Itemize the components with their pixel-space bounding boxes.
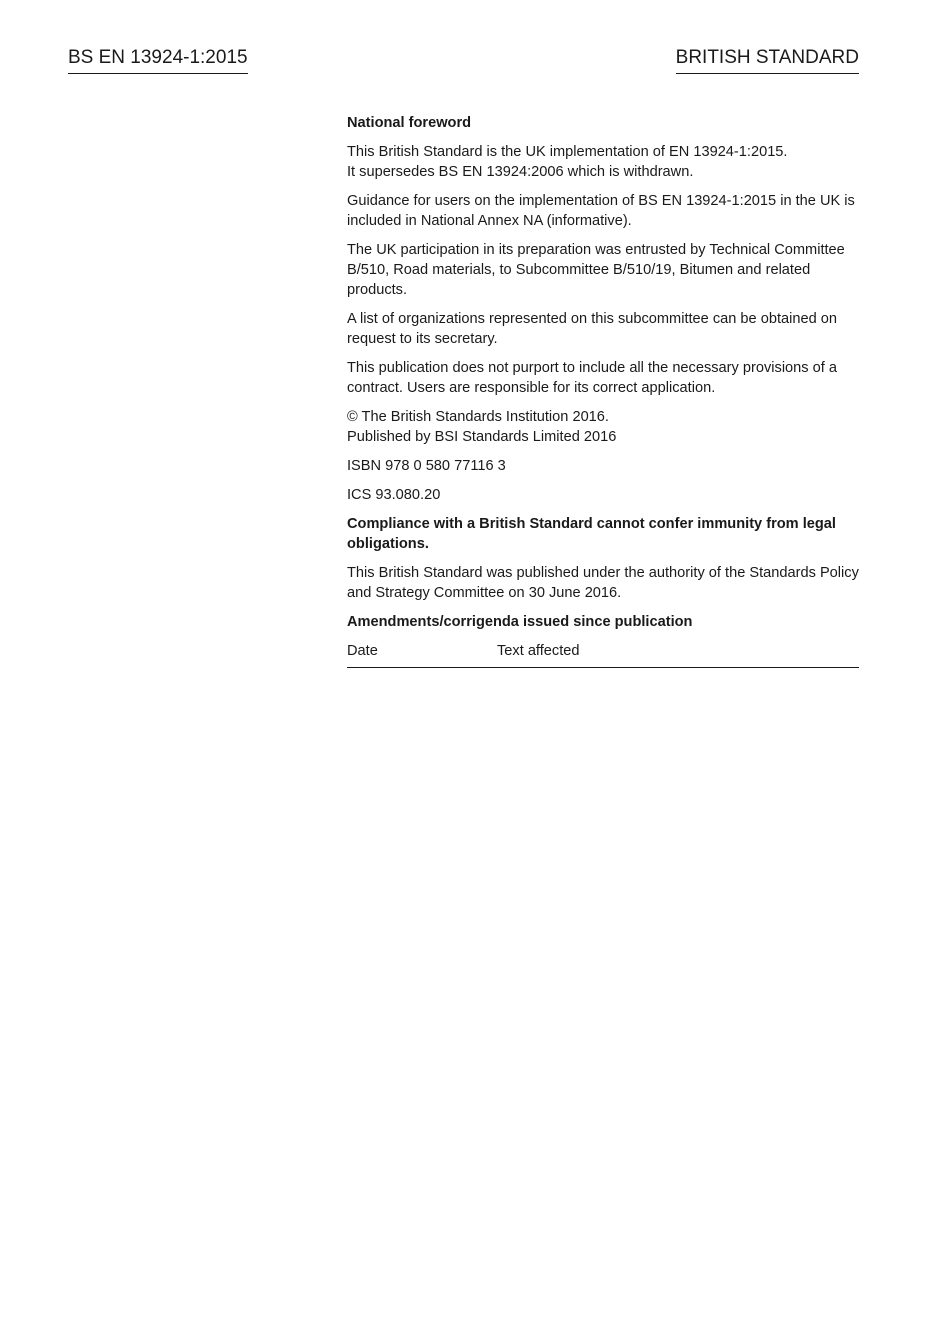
foreword-title: National foreword bbox=[347, 115, 472, 131]
amendments-column-text-affected: Text affected bbox=[497, 643, 580, 659]
compliance-statement: Compliance with a British Standard cannot confer immunity from legal obligations. bbox=[347, 516, 836, 552]
amendments-column-date: Date bbox=[347, 643, 378, 659]
amendments-table bbox=[347, 641, 859, 668]
copyright-paragraph bbox=[347, 407, 859, 447]
implementation-paragraph bbox=[347, 142, 859, 182]
amendments-heading: Amendments/corrigenda issued since publication bbox=[347, 614, 693, 630]
supersedes-line: It supersedes BS EN 13924:2006 which is withdrawn. bbox=[347, 164, 694, 180]
participation-paragraph: The UK participation in its preparation was entrusted by Technical Committee B/510, Road materials, to Subcommittee B/510/19, Bitumen and related products. bbox=[347, 242, 845, 298]
provisions-paragraph: This publication does not purport to include all the necessary provisions of a contract. Users are responsible for its correct application. bbox=[347, 360, 837, 396]
standard-number: BS EN 13924-1:2015 bbox=[68, 46, 248, 74]
guidance-paragraph: Guidance for users on the implementation of BS EN 13924-1:2015 in the UK is included in National Annex NA (informative). bbox=[347, 193, 855, 229]
publisher-line: Published by BSI Standards Limited 2016 bbox=[347, 429, 617, 445]
copyright-line: © The British Standards Institution 2016. bbox=[347, 409, 609, 425]
national-foreword bbox=[347, 113, 859, 668]
isbn: ISBN 978 0 580 77116 3 bbox=[347, 458, 506, 474]
ics-code: ICS 93.080.20 bbox=[347, 487, 441, 503]
standard-type: BRITISH STANDARD bbox=[676, 46, 859, 74]
implementation-line: This British Standard is the UK implementation of EN 13924-1:2015. bbox=[347, 144, 788, 160]
publication-authority: This British Standard was published under the authority of the Standards Policy and Strategy Committee on 30 June 2016. bbox=[347, 565, 859, 601]
organizations-paragraph: A list of organizations represented on this subcommittee can be obtained on request to its secretary. bbox=[347, 311, 838, 347]
